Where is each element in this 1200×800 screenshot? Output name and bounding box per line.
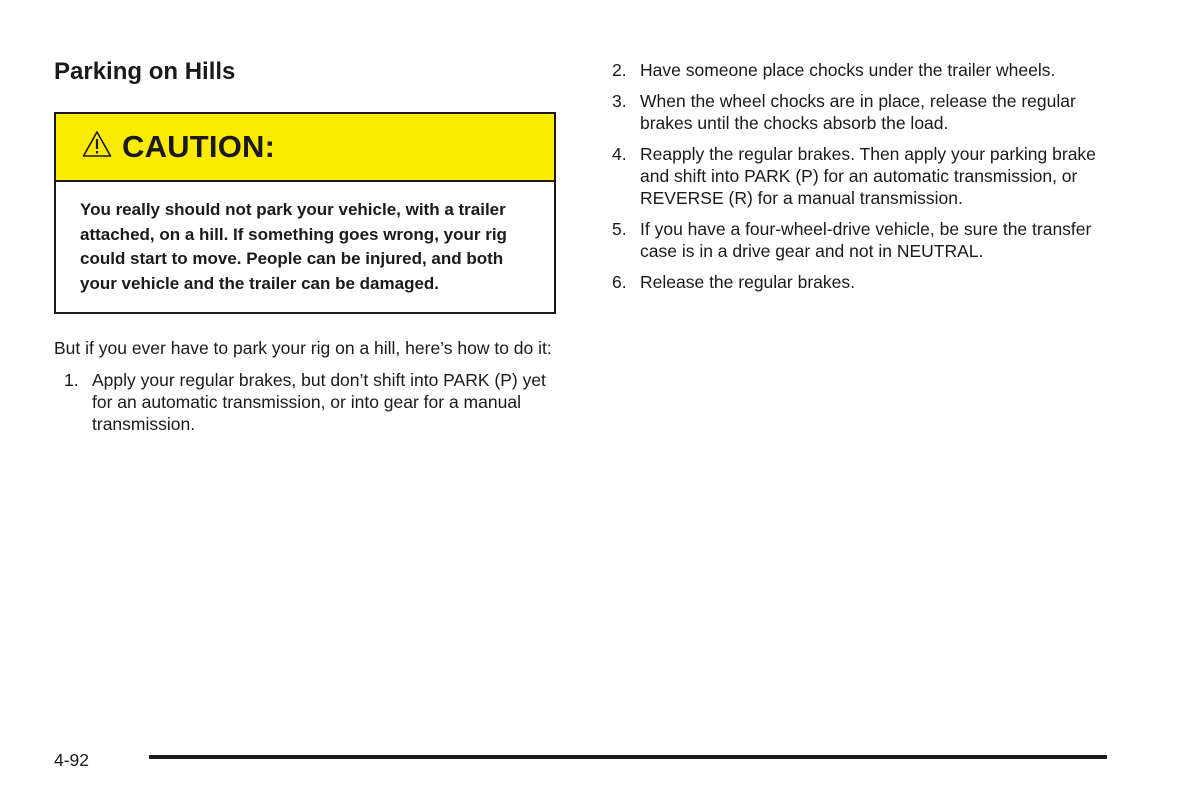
step-text: Reapply the regular brakes. Then apply your parking brake and shift into PARK (P) for an automatic transmission, or REVERSE (R) for a manual transmission. [640,144,1096,208]
step-text: If you have a four-wheel-drive vehicle, be sure the transfer case is in a drive gear and not in NEUTRAL. [640,219,1092,261]
caution-header [56,114,554,182]
step-number: 3. [612,91,627,111]
step-item [64,369,560,435]
intro-paragraph: But if you ever have to park your rig on a hill, here’s how to do it: [54,338,552,358]
step-text: Release the regular brakes. [640,272,855,292]
step-text: Have someone place chocks under the trailer wheels. [640,60,1056,80]
footer-rule [149,755,1107,759]
step-item [612,59,1112,81]
right-column [612,59,1112,302]
caution-box [54,112,556,314]
caution-title: CAUTION: [122,129,276,164]
section-heading: Parking on Hills [54,58,236,85]
step-number: 6. [612,272,627,292]
step-number: 1. [64,370,79,390]
step-item [612,143,1112,209]
step-number: 5. [612,219,627,239]
step-number: 4. [612,144,627,164]
caution-body: You really should not park your vehicle, with a trailer attached, on a hill. If something goes wrong, your rig could start to move. People can be injured, and both your vehicle and the trailer can be damaged. [80,200,507,293]
left-column [54,56,560,444]
step-item [612,271,1112,293]
step-text: Apply your regular brakes, but don’t shift into PARK (P) yet for an automatic transmission, or into gear for a manual transmission. [92,370,546,434]
step-number: 2. [612,60,627,80]
warning-triangle-icon [82,130,112,158]
step-text: When the wheel chocks are in place, release the regular brakes until the chocks absorb the load. [640,91,1076,133]
page-number: 4-92 [54,750,90,770]
step-item [612,90,1112,134]
step-item [612,218,1112,262]
